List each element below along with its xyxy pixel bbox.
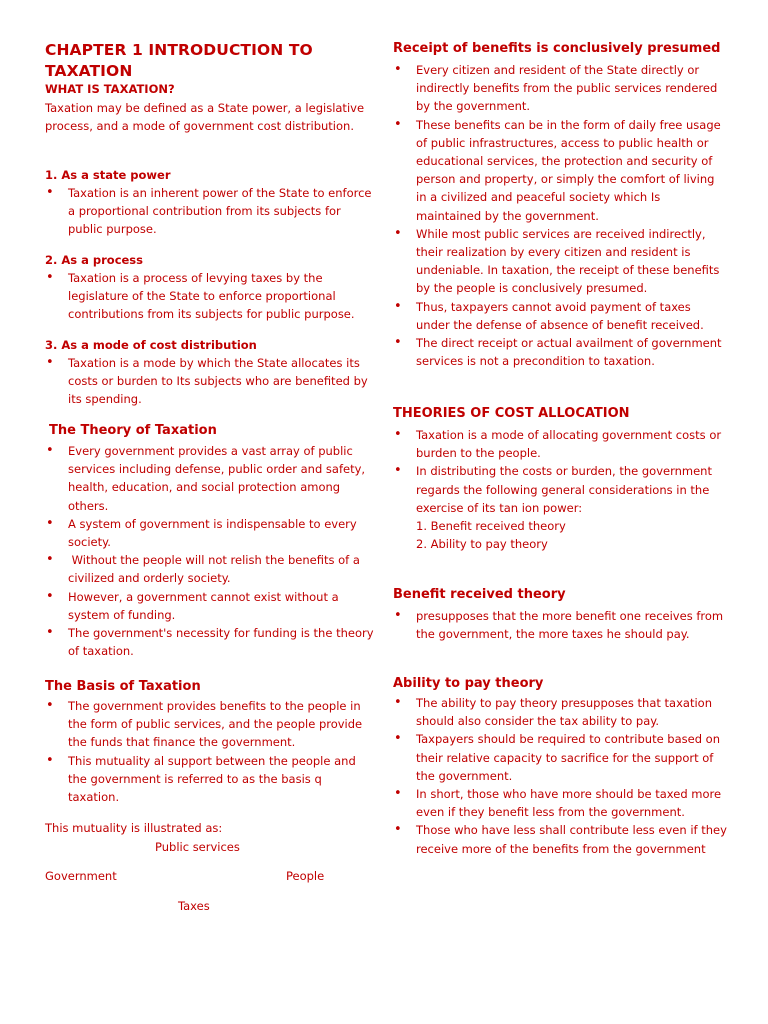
receipt-heading: Receipt of benefits is conclusively presumed	[393, 41, 721, 56]
state-power-list	[45, 184, 375, 239]
theories-block	[393, 426, 728, 553]
ability-to-pay-list	[393, 694, 728, 858]
receipt-list	[393, 61, 728, 370]
mutuality-intro: This mutuality is illustrated as:	[45, 821, 223, 835]
bullet-item: • In short, those who have more should be taxed more even if they benefit less from the government.	[393, 785, 728, 821]
bullet-item: • This mutuality al support between the people and the government is referred to as the basis q taxation.	[45, 752, 375, 807]
theory-of-taxation-heading: The Theory of Taxation	[49, 423, 217, 438]
bullet-item: • The ability to pay theory presupposes that taxation should also consider the tax ability to pay.	[393, 694, 728, 730]
theory-of-taxation-list	[45, 442, 375, 660]
theories-list	[393, 426, 728, 517]
bullet-item: • presupposes that the more benefit one receives from the government, the more taxes he should pay.	[393, 607, 728, 643]
bullet-item: • While most public services are received indirectly, their realization by every citizen and resident is undeniable. In taxation, the receipt of these benefits by the people is conclusively presumed.	[393, 225, 728, 298]
bullet-item: • Every government provides a vast array of public services including defense, public order and safety, health, education, and social protection among others.	[45, 442, 375, 515]
basis-of-taxation-list	[45, 697, 375, 806]
basis-of-taxation-heading: The Basis of Taxation	[45, 679, 201, 694]
bullet-item: • These benefits can be in the form of daily free usage of public infrastructures, access to public health or educational services, the protection and security of person and property, or simply the comfort of living in a civilized and peaceful society which Is maintained by the government.	[393, 116, 728, 225]
state-power-heading: 1. As a state power	[45, 168, 171, 182]
diagram-taxes: Taxes	[178, 899, 210, 913]
benefit-received-heading: Benefit received theory	[393, 587, 566, 602]
what-is-taxation-heading: WHAT IS TAXATION?	[45, 82, 175, 96]
bullet-item: • In distributing the costs or burden, the government regards the following general considerations in the exercise of its tan ion power:	[393, 462, 728, 517]
process-list	[45, 269, 375, 324]
process-heading: 2. As a process	[45, 253, 143, 267]
chapter-title: CHAPTER 1 INTRODUCTION TO TAXATION	[45, 41, 313, 80]
diagram-people: People	[286, 869, 325, 883]
theory-item-benefit: 1. Benefit received theory	[416, 519, 566, 534]
bullet-item: • Taxation is a process of levying taxes by the legislature of the State to enforce proportional contributions from its subjects for public purpose.	[45, 269, 375, 324]
ability-to-pay-heading: Ability to pay theory	[393, 676, 544, 691]
bullet-item: • Without the people will not relish the benefits of a civilized and orderly society.	[45, 551, 375, 587]
bullet-item: • Taxation is a mode by which the State allocates its costs or burden to Its subjects who are benefited by its spending.	[45, 354, 375, 409]
theories-heading: THEORIES OF COST ALLOCATION	[393, 406, 630, 421]
taxation-definition: Taxation may be defined as a State power, a legislative process, and a mode of government cost distribution.	[45, 101, 365, 134]
bullet-item: • Those who have less shall contribute less even if they receive more of the benefits from the government	[393, 821, 728, 857]
bullet-item: • Taxation is an inherent power of the State to enforce a proportional contribution from its subjects for public purpose.	[45, 184, 375, 239]
bullet-item: • The government provides benefits to the people in the form of public services, and the people provide the funds that finance the government.	[45, 697, 375, 752]
cost-distribution-heading: 3. As a mode of cost distribution	[45, 338, 257, 352]
bullet-item: • The direct receipt or actual availment of government services is not a precondition to taxation.	[393, 334, 728, 370]
cost-distribution-list	[45, 354, 375, 409]
bullet-item: • However, a government cannot exist without a system of funding.	[45, 588, 375, 624]
bullet-item: • Taxation is a mode of allocating government costs or burden to the people.	[393, 426, 728, 462]
benefit-received-list	[393, 607, 728, 643]
diagram-public-services: Public services	[155, 840, 240, 854]
theory-item-ability: 2. Ability to pay theory	[416, 537, 548, 552]
bullet-item: • Every citizen and resident of the State directly or indirectly benefits from the public services rendered by the government.	[393, 61, 728, 116]
bullet-item: • The government's necessity for funding is the theory of taxation.	[45, 624, 375, 660]
bullet-item: • Taxpayers should be required to contribute based on their relative capacity to sacrifice for the support of the government.	[393, 730, 728, 785]
bullet-item: • A system of government is indispensable to every society.	[45, 515, 375, 551]
diagram-government: Government	[45, 869, 117, 883]
bullet-item: • Thus, taxpayers cannot avoid payment of taxes under the defense of absence of benefit received.	[393, 298, 728, 334]
